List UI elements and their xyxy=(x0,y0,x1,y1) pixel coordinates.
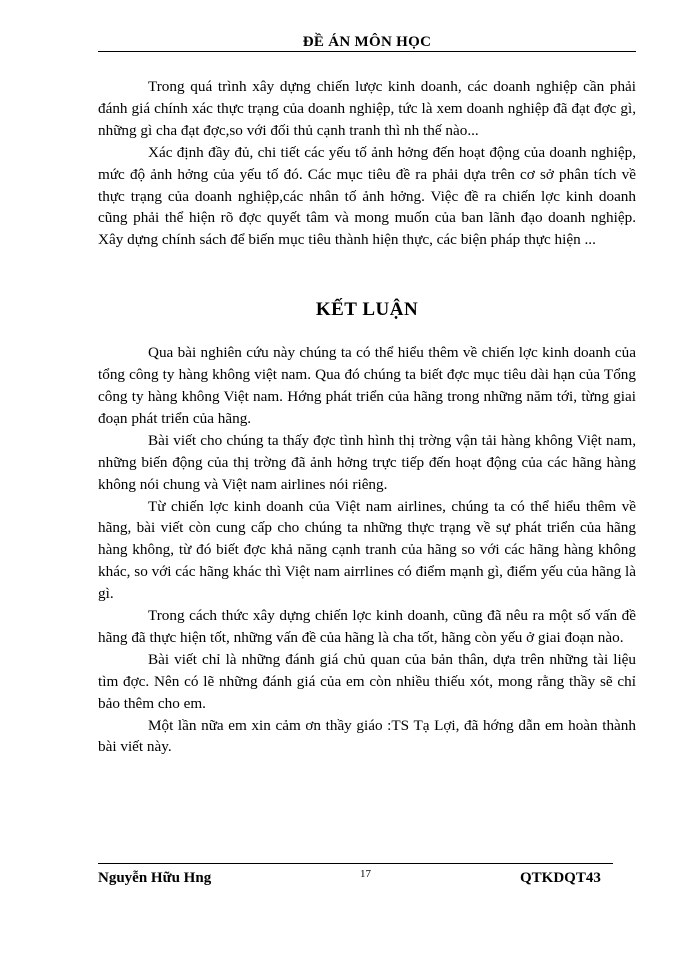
conclusion-paragraph: Một lần nữa em xin cảm ơn thầy giáo :TS Tạ Lợi, đã hớng dẫn em hoàn thành bài viết này. xyxy=(98,716,636,756)
conclusion-paragraph: Qua bài nghiên cứu này chúng ta có thể hiểu thêm về chiến lợc kinh doanh của tổng công ty hàng không việt nam. Qua đó chúng ta biết đợc mục tiêu dài hạn của Tổng công ty hàng không Việt nam. Hớng phát triển của hãng trong những năm tới, từng giai đoạn phát triển của hãng. xyxy=(98,344,636,427)
intro-paragraph: Xác định đầy đủ, chi tiết các yếu tố ảnh hởng đến hoạt động của doanh nghiệp, mức độ ảnh hởng của yếu tố đó. Các mục tiêu đề ra phải dựa trên cơ sở phân tích về thực trạng của doanh nghiệp,các nhân tố ảnh hởng. Việc đề ra chiến lợc kinh doanh cũng phải thể hiện rõ đợc quyết tâm và mong muốn của ban lãnh đạo doanh nghiệp. Xây dựng chính sách để biến mục tiêu thành hiện thực, các biện pháp thực hiện ... xyxy=(98,143,636,249)
footer-divider xyxy=(98,863,613,864)
conclusion-paragraph: Từ chiến lợc kinh doanh của Việt nam airlines, chúng ta có thể hiểu thêm về hãng, bài viết còn cung cấp cho chúng ta những thực trạng về sự phát triển của hãng hàng không, từ đó biết đợc khả năng cạnh tranh của hãng so với các hãng hàng không khác, so với các hãng khác thì Việt nam airrlines có điểm mạnh gì, điểm yếu của hãng là gì. xyxy=(98,497,636,603)
section-title: KẾT LUẬN xyxy=(315,299,419,321)
conclusion-paragraph: Bài viết chỉ là những đánh giá chủ quan của bản thân, dựa trên những tài liệu tìm đợc. Nên có lẽ những đánh giá của em còn nhiều thiếu xót, mong rằng thầy sẽ chỉ bảo thêm cho em. xyxy=(98,650,636,712)
page-number: 17 xyxy=(360,868,371,880)
footer-author: Nguyễn Hữu Hng xyxy=(98,870,212,886)
header-divider xyxy=(98,51,636,52)
document-body xyxy=(98,76,636,758)
footer-class-code: QTKDQT43 xyxy=(520,870,601,886)
intro-paragraph: Trong quá trình xây dựng chiến lược kinh doanh, các doanh nghiệp cần phải đánh giá chính xác thực trạng của doanh nghiệp, tức là xem doanh nghiệp đã đạt đợc gì, những gì cha đạt đợc,so với đối thủ cạnh tranh thì nh thế nào... xyxy=(98,78,636,139)
conclusion-paragraph: Trong cách thức xây dựng chiến lợc kinh doanh, cũng đã nêu ra một số vấn đề hãng đã thực hiện tốt, những vấn đề của hãng là cha tốt, hãng còn yếu ở giai đoạn nào. xyxy=(98,607,636,646)
conclusion-paragraph: Bài viết cho chúng ta thấy đợc tình hình thị trờng vận tải hàng không Việt nam, những biến động của thị trờng đã ảnh hởng trực tiếp đến hoạt động của các hãng hàng không nói chung và Việt nam airlines nói riêng. xyxy=(98,431,636,493)
page-header-title: ĐỀ ÁN MÔN HỌC xyxy=(302,34,432,50)
